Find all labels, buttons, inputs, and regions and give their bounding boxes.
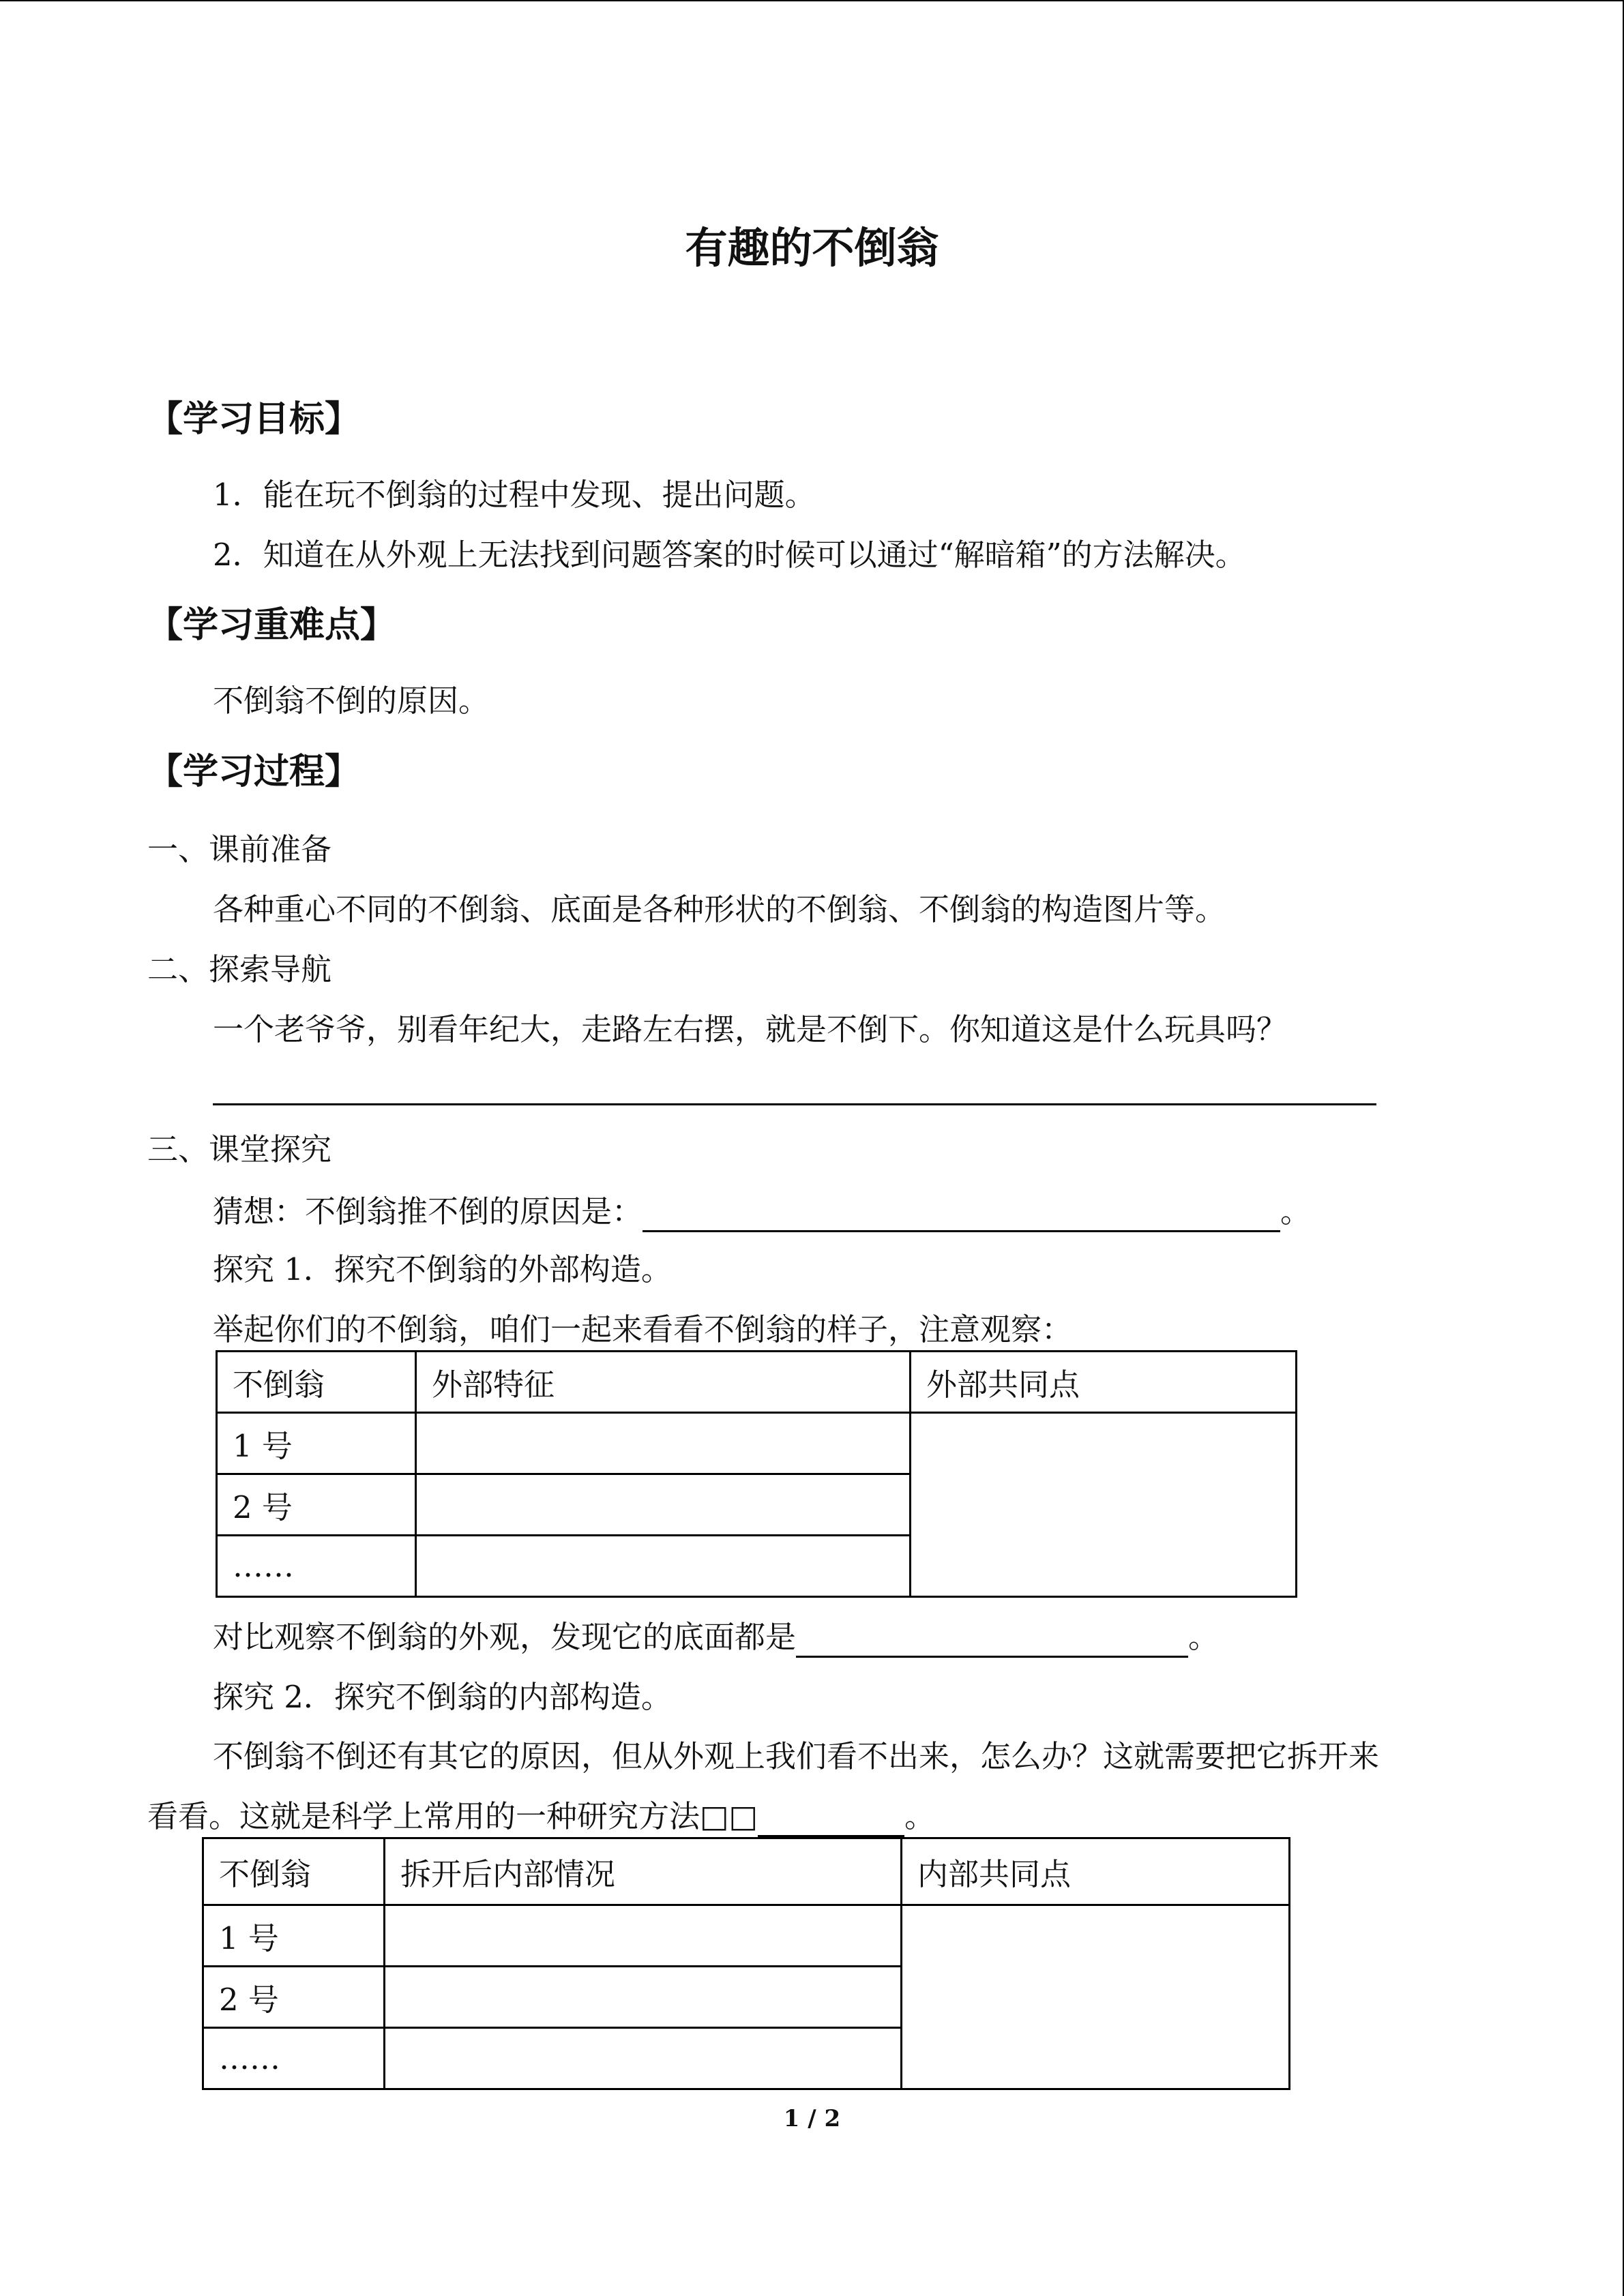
table1-row-label: 1 号 bbox=[217, 1413, 416, 1474]
method-answer-line[interactable] bbox=[758, 1804, 904, 1837]
part3-heading: 三、课堂探究 bbox=[147, 1131, 332, 1167]
table2-header-toy: 不倒翁 bbox=[203, 1838, 385, 1905]
table2-row-label: …… bbox=[203, 2028, 385, 2089]
page-title: 有趣的不倒翁 bbox=[685, 223, 939, 273]
method-period: 。 bbox=[904, 1798, 936, 1834]
goal-item-1: 1．能在玩不倒翁的过程中发现、提出问题。 bbox=[213, 477, 816, 513]
part1-text: 各种重心不同的不倒翁、底面是各种形状的不倒翁、不倒翁的构造图片等。 bbox=[213, 891, 1226, 927]
table2-cell-inside[interactable] bbox=[385, 1967, 902, 2028]
table1-header-toy: 不倒翁 bbox=[217, 1352, 416, 1413]
table1-cell-features[interactable] bbox=[416, 1413, 911, 1474]
table1-header-common: 外部共同点 bbox=[911, 1352, 1297, 1413]
table2-row-label: 1 号 bbox=[203, 1905, 385, 1967]
explore2-line1: 不倒翁不倒还有其它的原因，但从外观上我们看不出来，怎么办？这就需要把它拆开来 bbox=[213, 1738, 1380, 1774]
page-number: 1 / 2 bbox=[783, 2105, 841, 2132]
keypoint-text: 不倒翁不倒的原因。 bbox=[213, 683, 490, 719]
table1-cell-features[interactable] bbox=[416, 1536, 911, 1597]
explore1-instruction: 举起你们的不倒翁，咱们一起来看看不倒翁的样子，注意观察： bbox=[213, 1311, 1073, 1347]
table2-cell-inside[interactable] bbox=[385, 1905, 902, 1967]
keypoints-heading: 【学习重难点】 bbox=[147, 605, 396, 646]
explore1-title: 探究 1．探究不倒翁的外部构造。 bbox=[213, 1251, 672, 1287]
answer-line-toy[interactable] bbox=[213, 1103, 1376, 1105]
compare-text: 对比观察不倒翁的外观，发现它的底面都是 bbox=[213, 1619, 797, 1655]
part2-text: 一个老爷爷，别看年纪大，走路左右摆，就是不倒下。你知道这是什么玩具吗？ bbox=[213, 1011, 1288, 1047]
external-features-table bbox=[216, 1350, 1297, 1598]
table2-cell-inside[interactable] bbox=[385, 2028, 902, 2089]
table1-cell-common[interactable] bbox=[911, 1413, 1297, 1597]
table2-header-inside: 拆开后内部情况 bbox=[385, 1838, 902, 1905]
table2-cell-common[interactable] bbox=[902, 1905, 1290, 2089]
goal-item-2: 2．知道在从外观上无法找到问题答案的时候可以通过“解暗箱”的方法解决。 bbox=[213, 537, 1246, 573]
part1-heading: 一、课前准备 bbox=[147, 831, 332, 867]
goals-heading: 【学习目标】 bbox=[147, 399, 361, 440]
guess-period: 。 bbox=[1280, 1193, 1312, 1229]
table2-header-common: 内部共同点 bbox=[902, 1838, 1290, 1905]
compare-period: 。 bbox=[1188, 1619, 1220, 1655]
process-heading: 【学习过程】 bbox=[147, 751, 361, 792]
guess-row bbox=[213, 1191, 1311, 1232]
guess-label: 猜想：不倒翁推不倒的原因是： bbox=[213, 1193, 643, 1229]
explore2-title: 探究 2．探究不倒翁的内部构造。 bbox=[213, 1679, 672, 1715]
part2-heading: 二、探索导航 bbox=[147, 951, 332, 987]
guess-answer-line[interactable] bbox=[643, 1199, 1280, 1232]
table1-row-label: …… bbox=[217, 1536, 416, 1597]
compare-answer-line[interactable] bbox=[796, 1624, 1188, 1658]
explore2-line2: 看看。这就是科学上常用的一种研究方法□□ bbox=[147, 1798, 758, 1834]
internal-structure-table bbox=[202, 1837, 1290, 2090]
explore2-line2-row bbox=[147, 1796, 935, 1837]
table1-cell-features[interactable] bbox=[416, 1474, 911, 1536]
table1-row-label: 2 号 bbox=[217, 1474, 416, 1536]
compare-row bbox=[213, 1617, 1219, 1658]
table1-header-features: 外部特征 bbox=[416, 1352, 911, 1413]
table2-row-label: 2 号 bbox=[203, 1967, 385, 2028]
